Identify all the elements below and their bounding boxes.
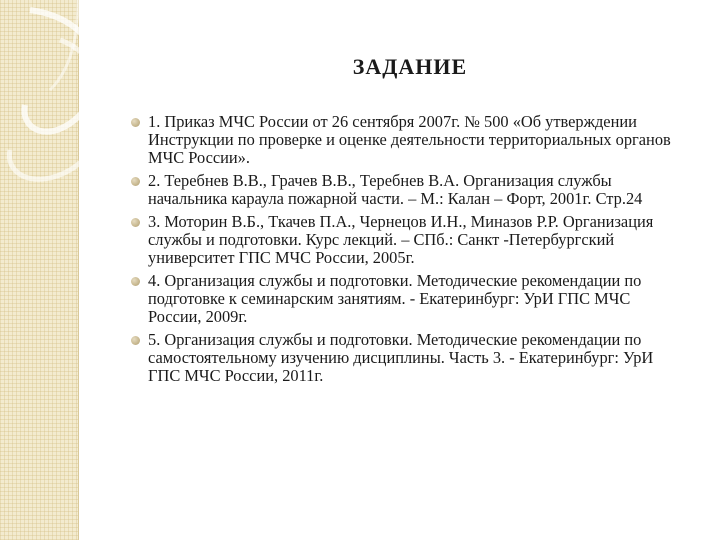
decorative-swirl-icon	[0, 0, 120, 240]
list-item	[133, 331, 673, 385]
list-item-text: 3. Моторин В.Б., Ткачев П.А., Чернецов И.Н., Миназов Р.Р. Организация службы и подготовки. Курс лекций. – СПб.: Санкт -Петербургский университет ГПС МЧС России, 2005г.	[148, 212, 654, 267]
list-item	[133, 272, 673, 326]
bullet-icon	[131, 218, 140, 227]
reference-list	[133, 113, 673, 390]
list-item-text: 5. Организация службы и подготовки. Методические рекомендации по самостоятельному изучению дисциплины. Часть 3. - Екатеринбург: УрИ ГПС МЧС России, 2011г.	[148, 330, 654, 385]
list-item-text: 2. Теребнев В.В., Грачев В.В., Теребнев В.А. Организация службы начальника караула пожарной части. – М.: Калан – Форт, 2001г. Стр.24	[148, 171, 643, 208]
list-item	[133, 213, 673, 267]
list-item-text: 1. Приказ МЧС России от 26 сентября 2007г. № 500 «Об утверждении Инструкции по проверке и оценке деятельности территориальных органов МЧС России».	[148, 112, 671, 167]
bullet-icon	[131, 118, 140, 127]
list-item-text: 4. Организация службы и подготовки. Методические рекомендации по подготовке к семинарским занятиям. - Екатеринбург: УрИ ГПС МЧС России, 2009г.	[148, 271, 642, 326]
bullet-icon	[131, 336, 140, 345]
bullet-icon	[131, 177, 140, 186]
bullet-icon	[131, 277, 140, 286]
slide-title: ЗАДАНИЕ	[352, 54, 468, 79]
list-item	[133, 113, 673, 167]
list-item	[133, 172, 673, 208]
